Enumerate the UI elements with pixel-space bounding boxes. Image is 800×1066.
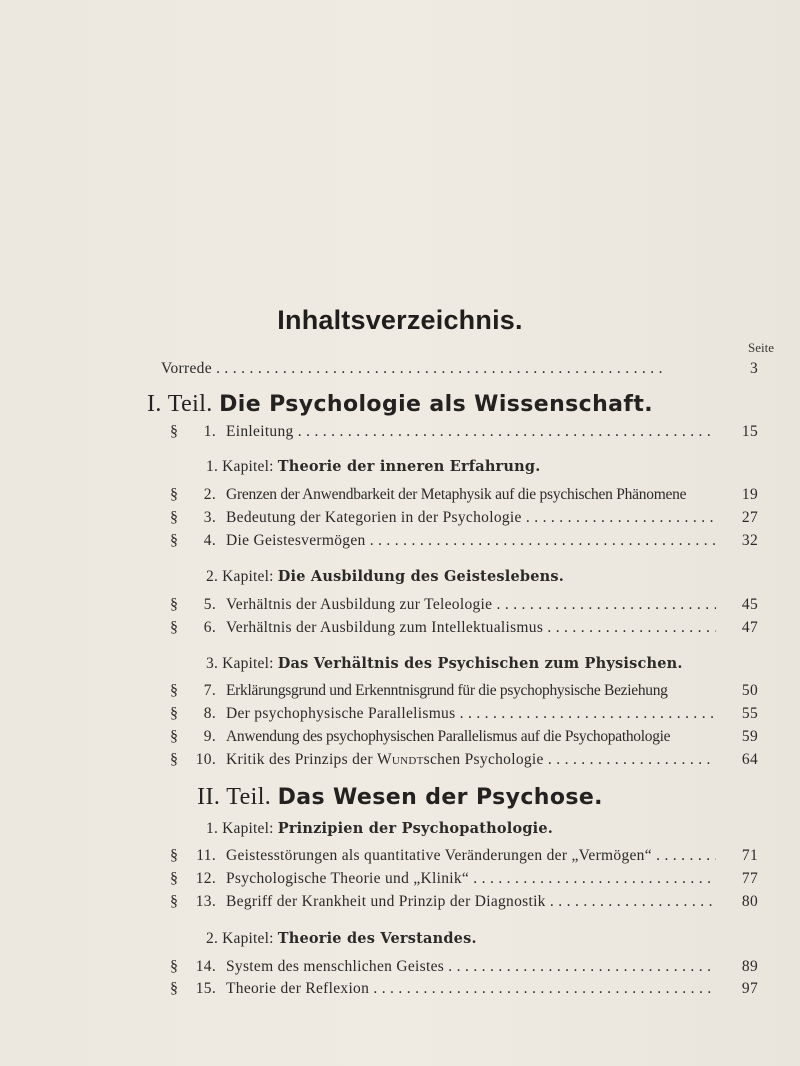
toc-entry-label: Begriff der Krankheit und Prinzip der Diagnostik . . .	[226, 892, 716, 912]
toc-entry	[0, 422, 800, 442]
part-title: Das Wesen der Psychose.	[277, 785, 603, 810]
toc-entry	[0, 618, 800, 638]
chapter-prefix: 2. Kapitel:	[206, 568, 274, 585]
toc-entry-label: Anwendung des psychophysischen Parallelismus auf die Psychopathologie	[226, 728, 671, 745]
section-sign: §	[170, 486, 179, 503]
toc-entry-number: 14.	[195, 958, 216, 975]
toc-entry-label: Grenzen der Anwendbarkeit der Metaphysik auf die psychischen Phänomene	[226, 486, 687, 503]
toc-entry	[0, 892, 800, 912]
toc-entry-label: Psychologische Theorie und „Klinik“ . . .	[226, 869, 716, 889]
toc-entry-label: System des menschlichen Geistes . . .	[226, 957, 716, 977]
toc-entry-label: Der psychophysische Parallelismus . . .	[226, 704, 716, 724]
section-sign: §	[170, 728, 179, 745]
toc-entry-label: Theorie der Reflexion . . .	[226, 979, 716, 999]
toc-entry-number: 1.	[203, 423, 216, 440]
chapter-heading	[206, 930, 477, 948]
section-sign: §	[170, 980, 179, 997]
toc-entry-number: 5.	[203, 596, 216, 613]
chapter-title: Das Verhältnis des Psychischen zum Physischen.	[277, 655, 683, 672]
toc-entry-page: 19	[741, 486, 758, 503]
author-name: Wundt	[376, 751, 424, 768]
page-column-label: Seite	[748, 340, 774, 355]
chapter-heading	[206, 820, 553, 838]
toc-entry-number: 2.	[203, 486, 216, 503]
section-sign: §	[170, 847, 179, 864]
toc-entry	[0, 727, 800, 747]
toc-entry-label: Die Geistesvermögen . . .	[226, 531, 716, 551]
part-heading-2	[0, 784, 800, 811]
toc-entry-page: 15	[741, 423, 758, 440]
toc-entry-page: 3	[749, 360, 758, 377]
section-sign: §	[170, 751, 179, 768]
toc-entry-label: Erklärungsgrund und Erkenntnisgrund für die psychophysische Beziehung	[226, 682, 668, 699]
toc-entry-page: 71	[741, 847, 758, 864]
toc-entry	[0, 508, 800, 528]
toc-entry-number: 7.	[203, 682, 216, 699]
toc-entry	[0, 704, 800, 724]
page-title: Inhaltsverzeichnis.	[277, 305, 523, 335]
section-sign: §	[170, 532, 179, 549]
toc-entry	[0, 485, 800, 505]
toc-entry-page: 89	[741, 958, 758, 975]
label-text: Kritik des Prinzips der	[226, 751, 377, 768]
section-sign: §	[170, 596, 179, 613]
chapter-title: Theorie des Verstandes.	[277, 930, 477, 947]
chapter-title: Theorie der inneren Erfahrung.	[277, 458, 541, 475]
toc-entry-number: 9.	[203, 728, 216, 745]
toc-entry	[0, 681, 800, 701]
part-prefix: I. Teil.	[146, 391, 213, 417]
label-text: schen Psychologie	[423, 751, 544, 768]
toc-entry-page: 45	[741, 596, 758, 613]
chapter-heading	[206, 568, 564, 586]
section-sign: §	[170, 958, 179, 975]
section-sign: §	[170, 682, 179, 699]
toc-entry	[0, 595, 800, 615]
toc-entry-number: 6.	[203, 619, 216, 636]
chapter-prefix: 3. Kapitel:	[206, 655, 274, 672]
toc-entry	[0, 869, 800, 889]
section-sign: §	[170, 705, 179, 722]
chapter-prefix: 1. Kapitel:	[206, 820, 274, 837]
toc-entry-number: 15.	[195, 980, 216, 997]
toc-entry-label: Verhältnis der Ausbildung zur Teleologie . . .	[226, 595, 716, 615]
toc-entry-page: 27	[741, 509, 758, 526]
toc-entry-number: 8.	[203, 705, 216, 722]
toc-entry-number: 12.	[195, 870, 216, 887]
chapter-title: Prinzipien der Psychopathologie.	[277, 820, 554, 837]
toc-entry-label: Einleitung . . .	[226, 422, 716, 442]
toc-entry-number: 10.	[195, 751, 216, 768]
toc-entry	[0, 979, 800, 999]
toc-entry-page: 59	[741, 728, 758, 745]
toc-entry-label: Bedeutung der Kategorien in der Psychologie . . .	[226, 508, 716, 528]
section-sign: §	[170, 509, 179, 526]
toc-entry-number: 11.	[196, 847, 216, 864]
section-sign: §	[170, 619, 179, 636]
part-prefix: II. Teil.	[197, 784, 272, 810]
toc-entry-page: 50	[741, 682, 758, 699]
chapter-title: Die Ausbildung des Geisteslebens.	[277, 568, 564, 585]
toc-entry-page: 55	[741, 705, 758, 722]
section-sign: §	[170, 893, 179, 910]
toc-entry	[0, 531, 800, 551]
chapter-prefix: 1. Kapitel:	[206, 458, 274, 475]
toc-entry	[0, 957, 800, 977]
toc-entry-label	[226, 750, 716, 770]
toc-entry-page: 97	[741, 980, 758, 997]
toc-entry-number: 13.	[195, 893, 216, 910]
toc-entry-page: 77	[741, 870, 758, 887]
chapter-heading	[206, 458, 540, 476]
toc-entry-label: Geistesstörungen als quantitative Veränderungen der „Vermögen“ . . .	[226, 846, 716, 866]
toc-entry-number: 4.	[203, 532, 216, 549]
toc-entry-number: 3.	[203, 509, 216, 526]
toc-entry-page: 32	[741, 532, 758, 549]
chapter-prefix: 2. Kapitel:	[206, 930, 274, 947]
part-title: Die Psychologie als Wissenschaft.	[219, 392, 654, 417]
toc-entry-preface	[0, 359, 800, 379]
part-heading-1	[0, 391, 800, 418]
toc-entry-page: 47	[741, 619, 758, 636]
toc-entry	[0, 846, 800, 866]
toc-entry-page: 80	[741, 893, 758, 910]
toc-entry-label: Vorrede . . .	[161, 359, 716, 379]
section-sign: §	[170, 870, 179, 887]
chapter-heading	[206, 655, 683, 673]
section-sign: §	[170, 423, 179, 440]
toc-entry-page: 64	[741, 751, 758, 768]
toc-entry	[0, 750, 800, 770]
toc-entry-label: Verhältnis der Ausbildung zum Intellektualismus . . .	[226, 618, 716, 638]
